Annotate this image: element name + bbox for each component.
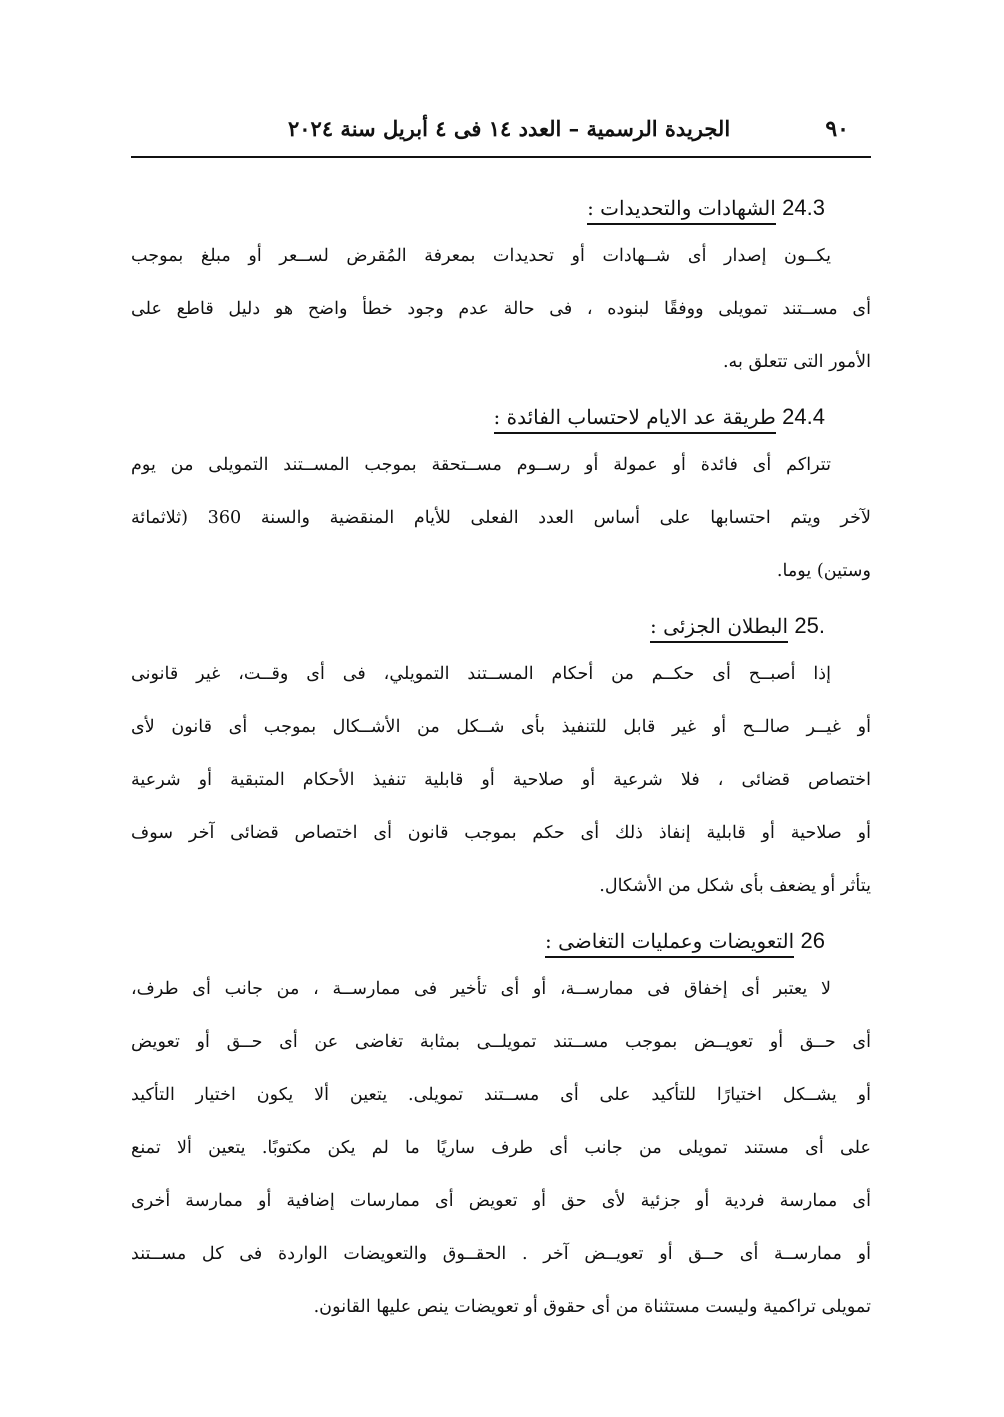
- page-number: ٩٠: [825, 116, 849, 142]
- section-heading-24-3: [131, 186, 871, 230]
- text-line: الأمور التى تتعلق به.: [722, 352, 871, 372]
- paragraph-remedies-waivers: [131, 963, 871, 1334]
- document-body: [131, 186, 871, 1334]
- text-line: يكــون إصدار أى شــهادات أو تحديدات بمعرفة المُقرض لســعر أو مبلغ بموجب: [131, 246, 831, 266]
- text-line: يتأثر أو يضعف بأى شكل من الأشكال.: [599, 876, 871, 896]
- section-number: 25.: [794, 613, 825, 638]
- section-title: الشهادات والتحديدات :: [587, 196, 776, 225]
- text-line: أى حــق أو تعويــض بموجب مســتند تمويلــى بمثابة تغاضى عن أى حــق أو تعويض: [131, 1032, 871, 1052]
- text-line: أو يشــكل اختيارًا للتأكيد على أى مســتند تمويلى. يتعين ألا يكون اختيار التأكيد: [131, 1085, 871, 1105]
- running-title: الجريدة الرسمية – العدد ١٤ فى ٤ أبريل سنة ٢٠٢٤: [288, 116, 731, 141]
- paragraph-partial-invalidity: [131, 648, 871, 913]
- section-number: 26: [800, 928, 825, 953]
- text-line: أو ممارســة أى حــق أو تعويــض آخر . الحقــوق والتعويضات الواردة فى كل مســتند: [131, 1244, 871, 1264]
- paragraph-certificates: [131, 230, 871, 389]
- section-number: 24.4: [782, 404, 825, 429]
- section-title: البطلان الجزئى :: [650, 614, 788, 643]
- page-header: [131, 112, 871, 158]
- text-line: أو صلاحية أو قابلية إنفاذ ذلك أى حكم بموجب قانون أى اختصاص قضائى آخر سوف: [131, 823, 871, 843]
- text-line: اختصاص قضائى ، فلا شرعية أو صلاحية أو قابلية تنفيذ الأحكام المتبقية أو شرعية: [131, 770, 871, 790]
- section-heading-24-4: [131, 395, 871, 439]
- section-title: التعويضات وعمليات التغاضى :: [545, 929, 794, 958]
- section-heading-25: [131, 604, 871, 648]
- section-heading-26: [131, 919, 871, 963]
- text-line: تمويلى تراكمية وليست مستثناة من أى حقوق أو تعويضات ينص عليها القانون.: [313, 1297, 871, 1317]
- text-line: أو غيــر صالــح أو غير قابل للتنفيذ بأى شــكل من الأشــكال بموجب أى قانون لأى: [131, 717, 871, 737]
- text-line: وستين) يوما.: [776, 561, 871, 581]
- section-number: 24.3: [782, 195, 825, 220]
- text-line: لآخر ويتم احتسابها على أساس العدد الفعلى للأيام المنقضية والسنة 360 (ثلاثمائة: [131, 508, 871, 528]
- text-line: لا يعتبر أى إخفاق فى ممارســة، أو أى تأخير فى ممارســة ، من جانب أى طرف،: [131, 979, 831, 999]
- text-line: إذا أصبــح أى حكــم من أحكام المســتند التمويلي، فى أى وقــت، غير قانونى: [131, 664, 831, 684]
- paragraph-day-count: [131, 439, 871, 598]
- text-line: على أى مستند تمويلى من جانب أى طرف ساريًا ما لم يكن مكتوبًا. يتعين ألا تمنع: [131, 1138, 871, 1158]
- text-line: تتراكم أى فائدة أو عمولة أو رســوم مســتحقة بموجب المســتند التمويلى من يوم: [131, 455, 831, 475]
- text-line: أى مســتند تمويلى ووفقًا لبنوده ، فى حالة عدم وجود خطأ واضح هو دليل قاطع على: [131, 299, 871, 319]
- section-title: طريقة عد الايام لاحتساب الفائدة :: [494, 405, 776, 434]
- text-line: أى ممارسة فردية أو جزئية لأى حق أو تعويض أى ممارسات إضافية أو ممارسة أخرى: [131, 1191, 871, 1211]
